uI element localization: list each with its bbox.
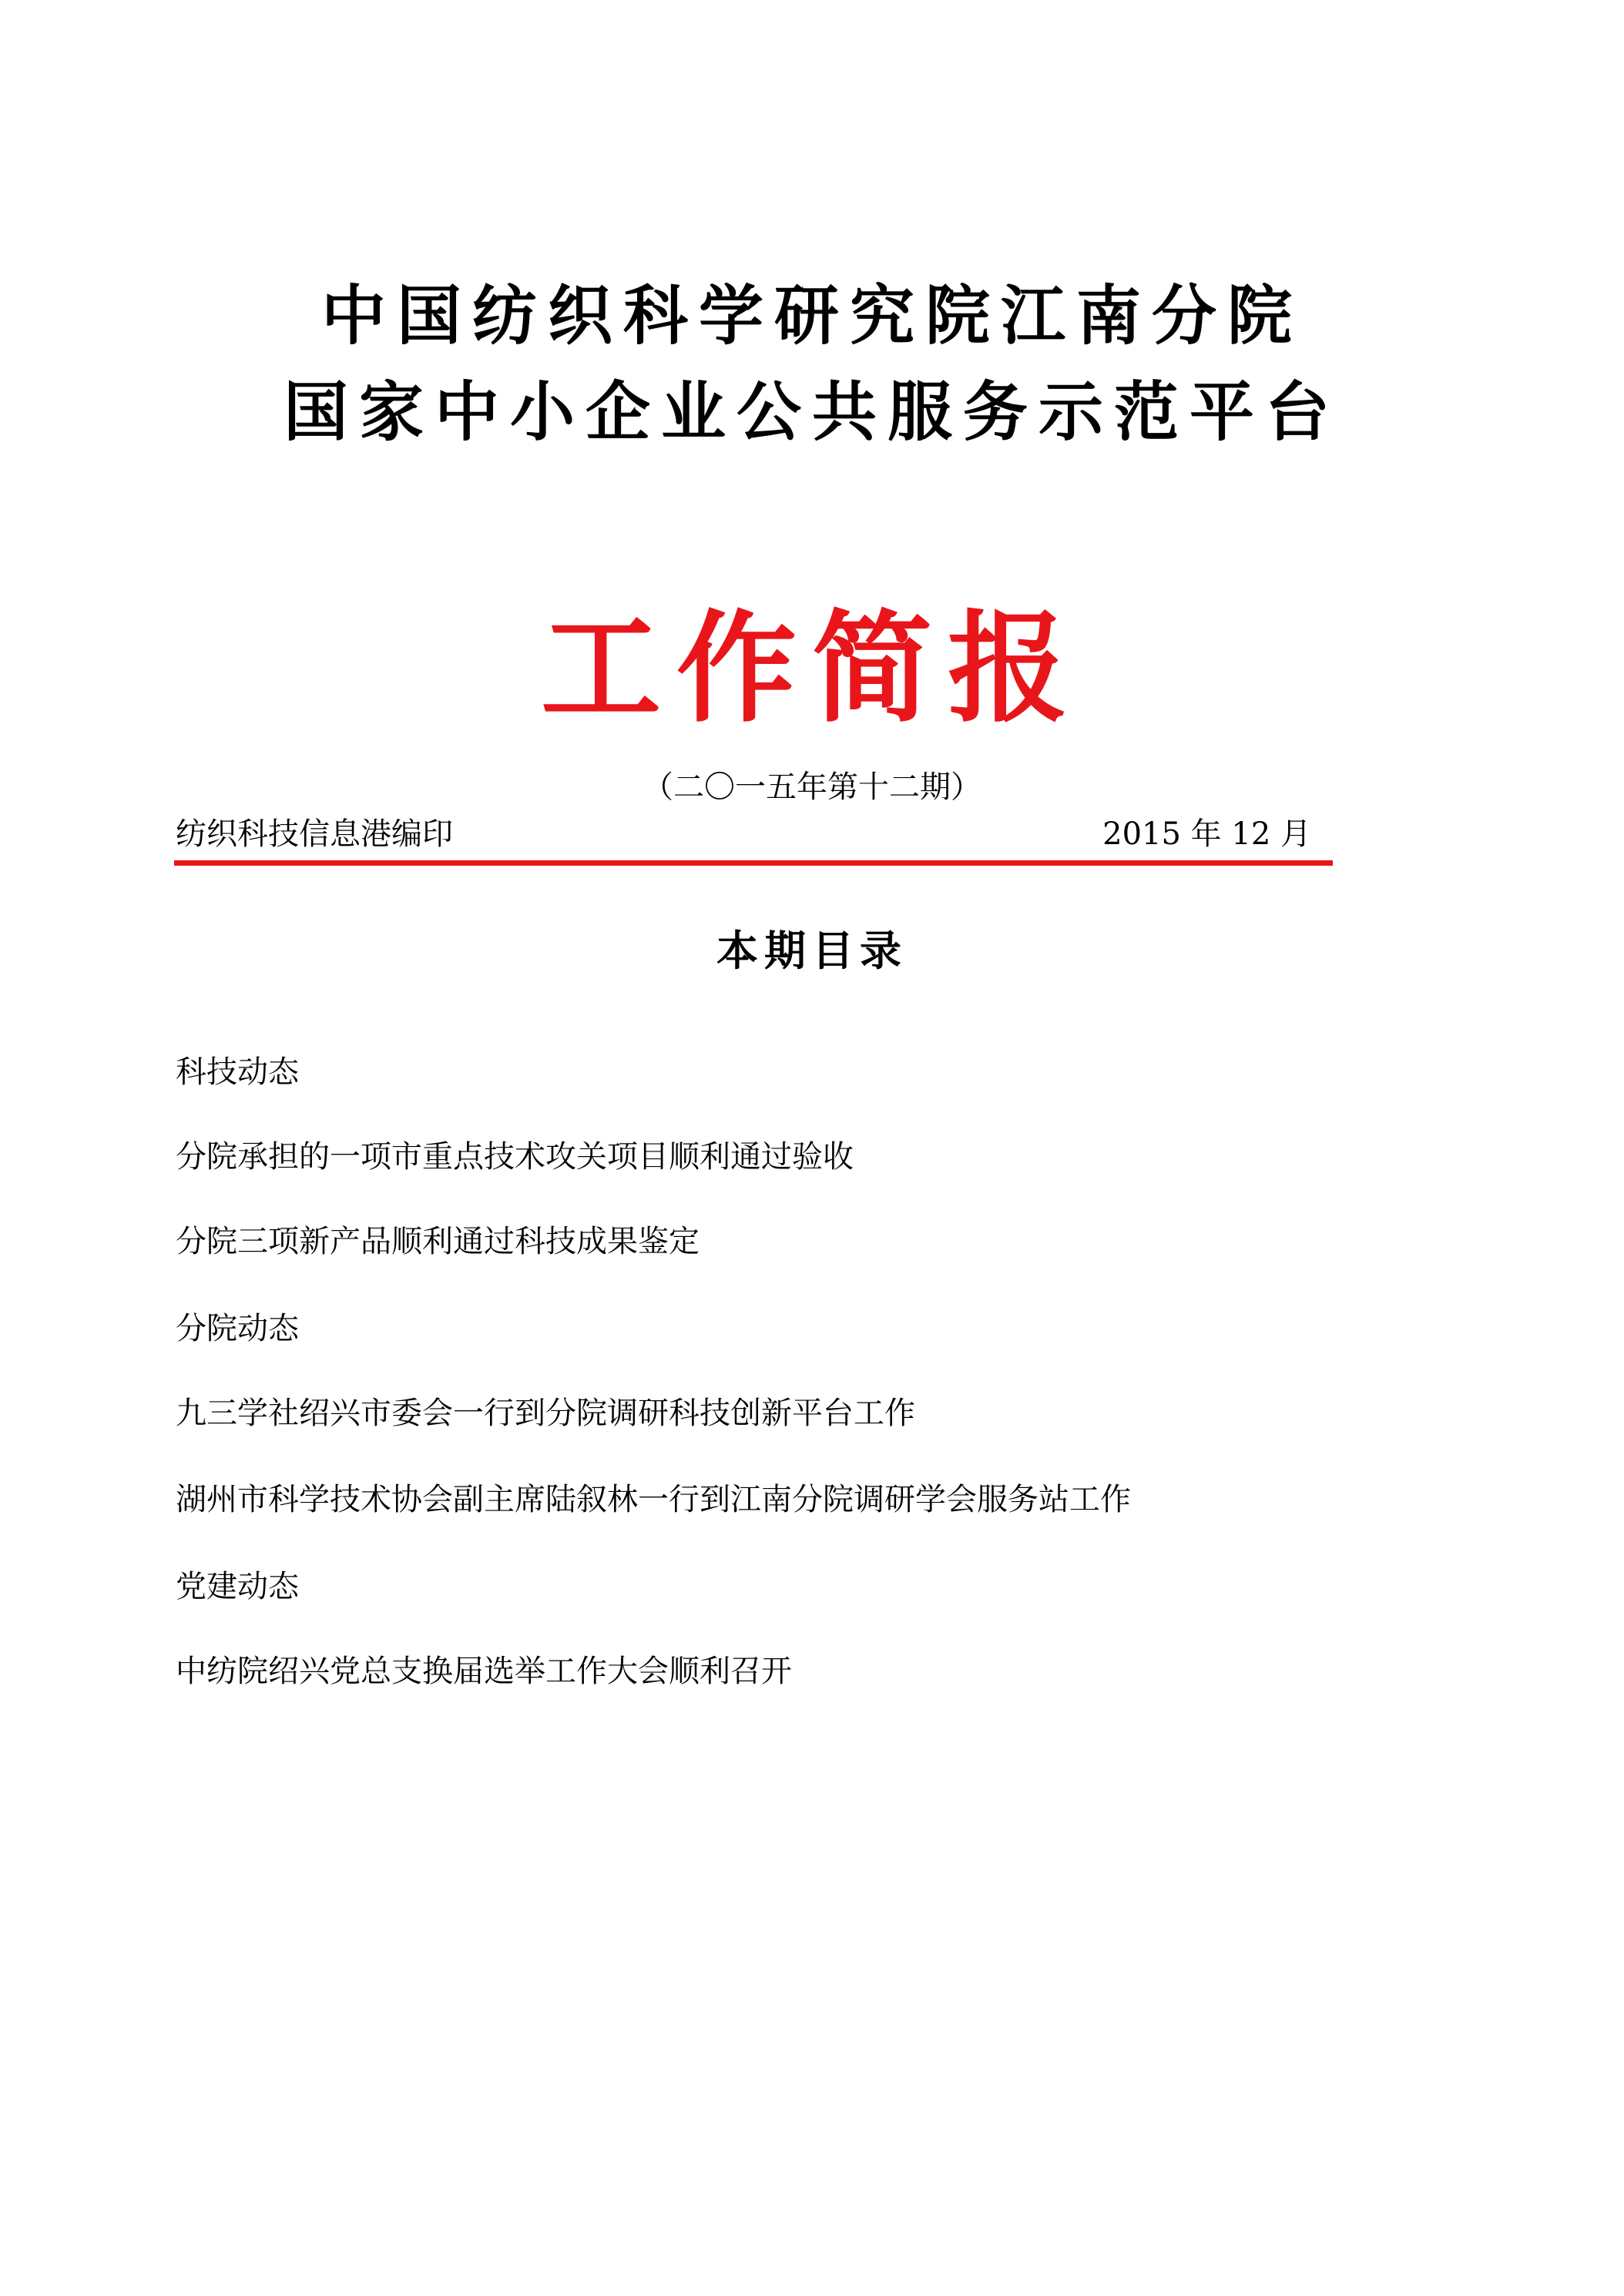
header-divider (174, 860, 1333, 866)
issue-number: （二〇一五年第十二期） (643, 769, 981, 805)
toc-item[interactable]: 分院承担的一项市重点技术攻关项目顺利通过验收 (176, 1139, 854, 1175)
org-name-line-2: 国家中小企业公共服务示范平台 (283, 374, 1340, 450)
bulletin-title: 工作简报 (541, 598, 1083, 739)
publication-info (176, 816, 1333, 859)
toc-item[interactable]: 中纺院绍兴党总支换届选举工作大会顺利召开 (176, 1654, 792, 1689)
toc-section-party: 党建动态 (176, 1569, 299, 1604)
toc-heading: 本期目录 (716, 927, 908, 975)
toc-item[interactable]: 九三学社绍兴市委会一行到分院调研科技创新平台工作 (176, 1396, 915, 1431)
org-name-line-1: 中国纺织科学研究院江南分院 (320, 278, 1303, 354)
toc-item[interactable]: 分院三项新产品顺利通过科技成果鉴定 (176, 1224, 700, 1259)
toc-item[interactable]: 湖州市科学技术协会副主席陆叙林一行到江南分院调研学会服务站工作 (176, 1482, 1131, 1517)
publisher: 纺织科技信息港编印 (176, 816, 453, 852)
toc-section-tech: 科技动态 (176, 1054, 299, 1090)
toc-section-branch: 分院动态 (176, 1311, 299, 1346)
publication-date: 2015 年 12 月 (1102, 816, 1311, 852)
